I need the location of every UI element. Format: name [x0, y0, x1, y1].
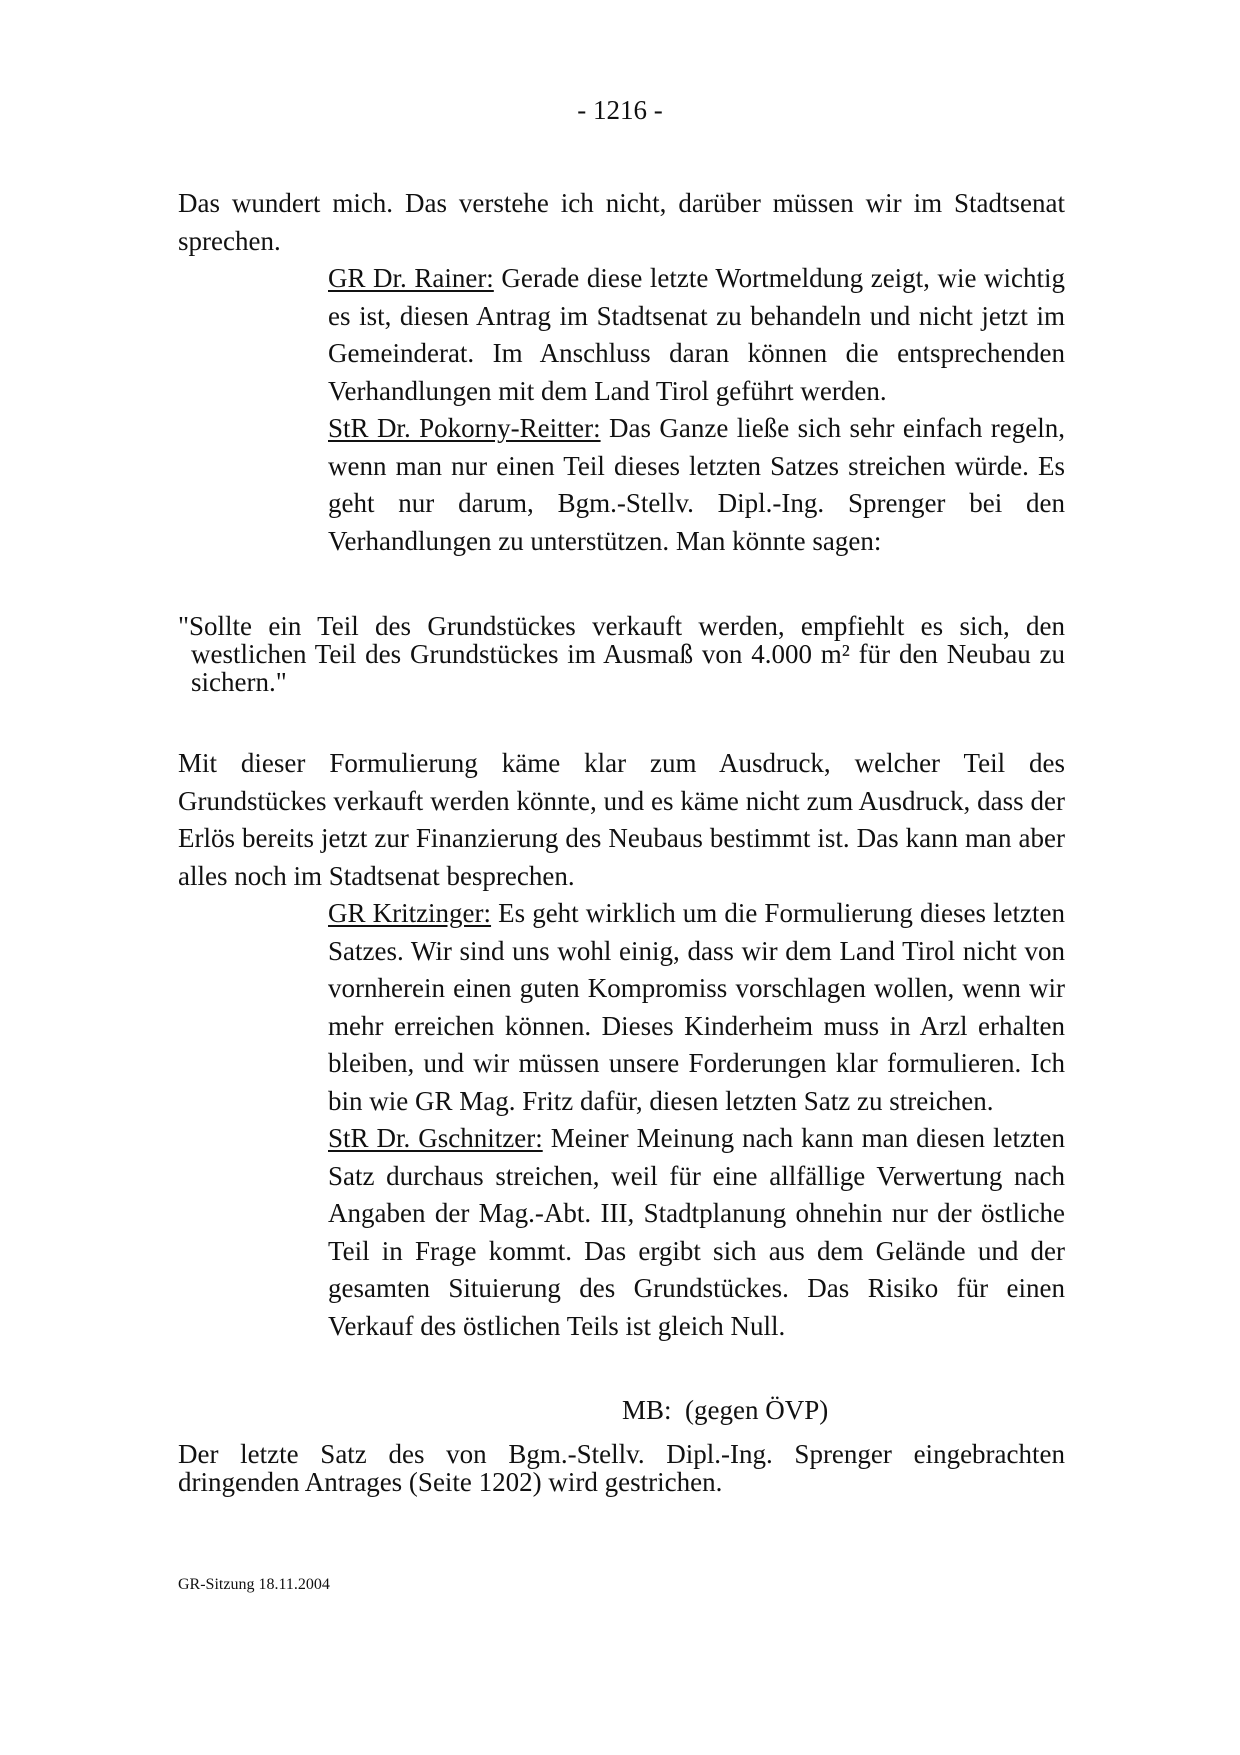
statement-kritzinger	[178, 895, 1065, 1120]
intro-paragraph: Das wundert mich. Das verstehe ich nicht, darüber müssen wir im Stadtsenat sprechen.	[178, 188, 1065, 256]
minutes-section-1	[178, 185, 1065, 560]
minutes-section-2	[178, 745, 1065, 1345]
page-number: - 1216 -	[577, 95, 663, 125]
decision-text: Der letzte Satz des von Bgm.-Stellv. Dipl.-Ing. Sprenger eingebrachten dringenden Antrages (Seite 1202) wird gestrichen.	[178, 1439, 1065, 1497]
statement-gschnitzer	[178, 1120, 1065, 1345]
statement-text: Das Ganze ließe sich sehr einfach regeln, wenn man nur einen Teil dieses letzten Satzes streichen würde. Es geht nur darum, Bgm.-Stellv. Dipl.-Ing. Sprenger bei den Verhandlungen zu unterstützen. Man könnte sagen:	[328, 413, 1065, 556]
speaker-name: GR Kritzinger:	[328, 898, 492, 928]
statement-rainer	[178, 260, 1065, 410]
decision-block	[178, 1440, 1065, 1496]
vote-result-label: MB: (gegen ÖVP)	[622, 1395, 829, 1425]
quoted-proposal	[178, 612, 1065, 696]
footer-session-date: GR-Sitzung 18.11.2004	[178, 1576, 330, 1593]
statement-pokorny-reitter	[178, 410, 1065, 560]
statement-text: Es geht wirklich um die Formulierung dieses letzten Satzes. Wir sind uns wohl einig, dass wir dem Land Tirol nicht von vornherein einen guten Kompromiss vorschlagen wollen, wenn wir mehr erreichen können. Dieses Kinderheim muss in Arzl erhalten bleiben, und wir müssen unsere Forderungen klar formulieren. Ich bin wie GR Mag. Fritz dafür, diesen letzten Satz zu streichen.	[328, 898, 1065, 1116]
statement-text: Meiner Meinung nach kann man diesen letzten Satz durchaus streichen, weil für eine allfällige Verwertung nach Angaben der Mag.-Abt. III, Stadtplanung ohnehin nur der östliche Teil in Frage kommt. Das ergibt sich aus dem Gelände und der gesamten Situierung des Grundstückes. Das Risiko für einen Verkauf des östlichen Teils ist gleich Null.	[328, 1123, 1065, 1341]
continuation-paragraph: Mit dieser Formulierung käme klar zum Ausdruck, welcher Teil des Grundstückes verkauft werden könnte, und es käme nicht zum Ausdruck, dass der Erlös bereits jetzt zur Finanzierung des Neubaus bestimmt ist. Das kann man aber alles noch im Stadtsenat besprechen.	[178, 748, 1065, 891]
quote-text: "Sollte ein Teil des Grundstückes verkauft werden, empfiehlt es sich, den westlichen Teil des Grundstückes im Ausmaß von 4.000 m² für den Neubau zu sichern."	[178, 611, 1065, 697]
speaker-name: StR Dr. Pokorny-Reitter:	[328, 413, 601, 443]
statement-text: Gerade diese letzte Wortmeldung zeigt, wie wichtig es ist, diesen Antrag im Stadtsenat zu behandeln und nicht jetzt im Gemeinderat. Im Anschluss daran können die entsprechenden Verhandlungen mit dem Land Tirol geführt werden.	[328, 263, 1065, 406]
speaker-name: GR Dr. Rainer:	[328, 263, 494, 293]
speaker-name: StR Dr. Gschnitzer:	[328, 1123, 543, 1153]
